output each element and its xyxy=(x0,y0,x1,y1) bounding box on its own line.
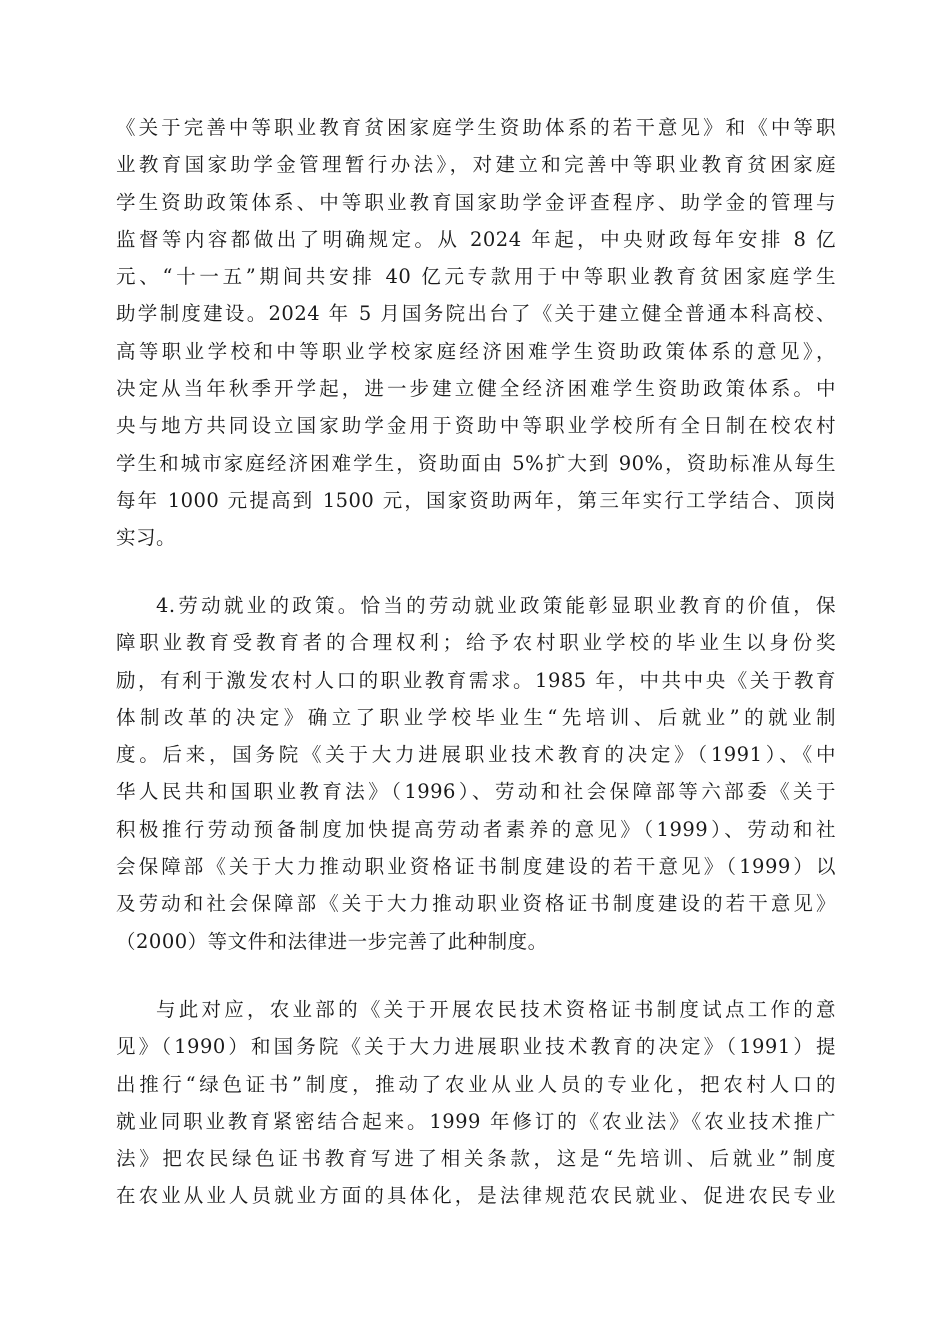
text-line: 见》（1990）和国务院《关于大力进展职业技术教育的决定》（1991）提 xyxy=(116,1035,836,1059)
text-line: 与此对应，农业部的《关于开展农民技术资格证书制度试点工作的意 xyxy=(156,998,836,1021)
paragraph-green-certificate xyxy=(116,991,836,1215)
text-line: 度。后来，国务院《关于大力进展职业技术教育的决定》（1991）、《中 xyxy=(116,743,836,767)
text-line: 出推行“绿色证书”制度，推动了农业从业人员的专业化，把农村人口的 xyxy=(116,1072,836,1096)
text-line: 体制改革的决定》确立了职业学校毕业生“先培训、后就业”的就业制 xyxy=(116,705,836,729)
text-line: 决定从当年秋季开学起，进一步建立健全经济困难学生资助政策体系。中 xyxy=(116,377,836,401)
text-line: 励，有利于激发农村人口的职业教育需求。1985 年，中共中央《关于教育 xyxy=(116,668,836,692)
text-line: 每年 1000 元提高到 1500 元，国家资助两年，第三年实行工学结合、顶岗 xyxy=(116,488,836,512)
text-line: 学生资助政策体系、中等职业教育国家助学金评查程序、助学金的管理与 xyxy=(116,190,836,214)
text-line: （2000）等文件和法律进一步完善了此种制度。 xyxy=(116,929,548,953)
text-line: 学生和城市家庭经济困难学生，资助面由 5%扩大到 90%，资助标准从每生 xyxy=(116,451,836,475)
text-line: 在农业从业人员就业方面的具体化，是法律规范农民就业、促进农民专业 xyxy=(116,1184,836,1208)
text-line: 元、“十一五”期间共安排 40 亿元专款用于中等职业教育贫困家庭学生 xyxy=(116,265,836,289)
text-line: 就业同职业教育紧密结合起来。1999 年修订的《农业法》《农业技术推广 xyxy=(116,1109,836,1133)
text-line: 及劳动和社会保障部《关于大力推动职业资格证书制度建设的若干意见》 xyxy=(116,892,836,916)
text-line: 助学制度建设。2024 年 5 月国务院出台了《关于建立健全普通本科高校、 xyxy=(116,302,836,326)
text-line: 华人民共和国职业教育法》（1996）、劳动和社会保障部等六部委《关于 xyxy=(116,780,836,804)
text-line: 监督等内容都做出了明确规定。从 2024 年起，中央财政每年安排 8 亿 xyxy=(116,227,836,251)
text-line: 会保障部《关于大力推动职业资格证书制度建设的若干意见》（1999）以 xyxy=(116,855,836,879)
text-line: 《关于完善中等职业教育贫困家庭学生资助体系的若干意见》和《中等职 xyxy=(116,116,836,139)
text-line: 积极推行劳动预备制度加快提高劳动者素养的意见》（1999）、劳动和社 xyxy=(116,817,836,841)
paragraph-student-aid xyxy=(116,109,836,557)
text-line: 业教育国家助学金管理暂行办法》，对建立和完善中等职业教育贫困家庭 xyxy=(116,153,836,177)
paragraph-labor-employment-policy xyxy=(116,587,836,960)
text-line: 4.劳动就业的政策。恰当的劳动就业政策能彰显职业教育的价值，保 xyxy=(156,594,836,617)
text-line: 实习。 xyxy=(116,526,177,550)
text-line: 央与地方共同设立国家助学金用于资助中等职业学校所有全日制在校农村 xyxy=(116,414,836,438)
text-line: 障职业教育受教育者的合理权利；给予农村职业学校的毕业生以身份奖 xyxy=(116,631,836,655)
text-line: 高等职业学校和中等职业学校家庭经济困难学生资助政策体系的意见》， xyxy=(116,339,836,363)
text-line: 法》把农民绿色证书教育写进了相关条款，这是“先培训、后就业”制度 xyxy=(116,1147,836,1171)
